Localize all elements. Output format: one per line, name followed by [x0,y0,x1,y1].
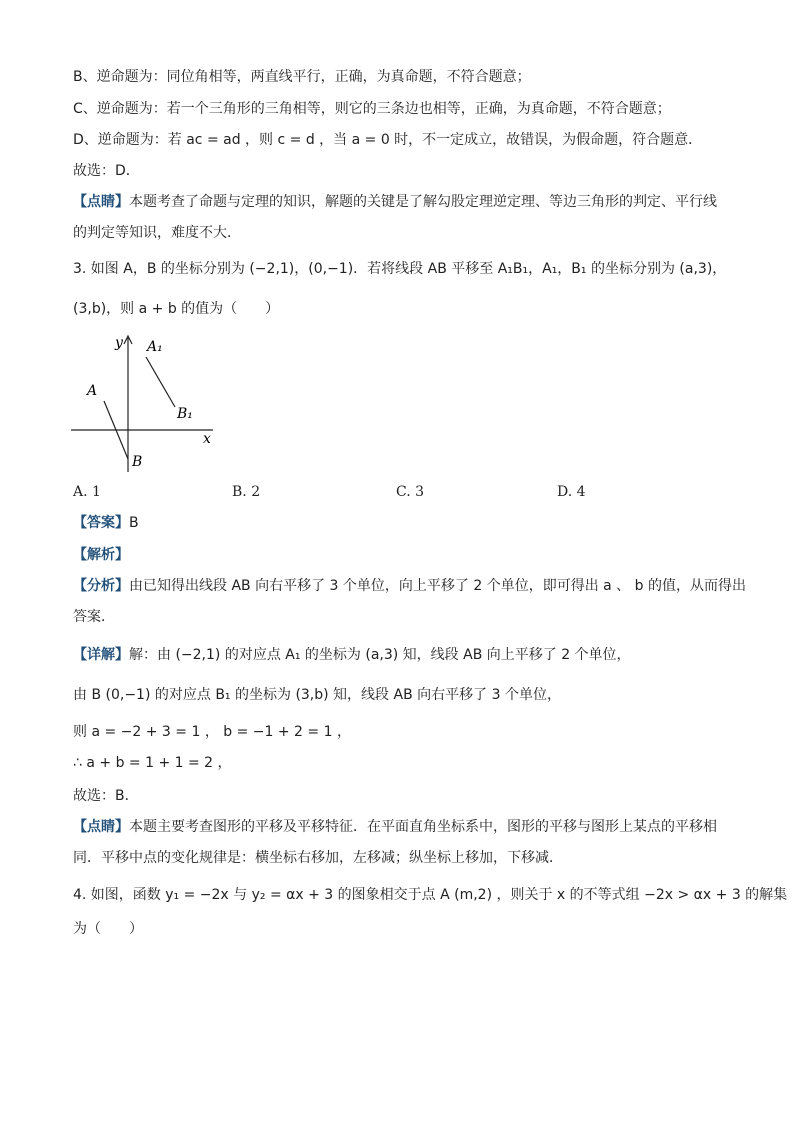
question-3-stem-2: (3,b)，则 a + b 的值为（ ） [73,301,280,317]
point-b1-label: B₁ [177,406,193,422]
comment-line-2: 的判定等知识，难度不大． [73,225,241,241]
choice-a: A. 1 [73,484,101,500]
detail-tag: 【详解】 [73,647,129,663]
question-4-stem-2: 为（ ） [73,921,143,937]
analysis-tag: 【解析】 [73,547,129,563]
y-axis-label: y [115,335,123,351]
point-line-2: 同．平移中点的变化规律是：横坐标右移加，左移减；纵坐标上移加，下移减． [73,850,563,866]
segment-a1b1 [146,357,175,407]
point-b-label: B [132,454,143,470]
point-a-label: A [87,383,98,399]
option-c-line: C、逆命题为：若一个三角形的三角相等，则它的三条边也相等，正确，为真命题，不符合题意； [73,101,671,117]
detail-line-5: 故选：B． [73,788,139,804]
point-line-1 [73,817,734,837]
point-text-1: 本题主要考查图形的平移及平移特征．在平面直角坐标系中，图形的平移与图形上某点的平移相 [129,819,717,835]
question-4-stem: 4. 如图，函数 y₁ = −2x 与 y₂ = αx + 3 的图象相交于点 A (m,2) ，则关于 x 的不等式组 −2x > αx + 3 的解集 [73,887,788,903]
choice-d: D. 4 [557,484,586,500]
coordinate-figure [65,328,225,478]
detail-line-1 [73,645,734,665]
option-d-line: D、逆命题为：若 ac = ad ，则 c = d ，当 a = 0 时，不一定成立，故错误，为假命题，符合题意． [73,132,703,148]
answer-line [73,513,734,533]
detail-text-1: 解：由 (−2,1) 的对应点 A₁ 的坐标为 (a,3) 知，线段 AB 向上平移了 2 个单位， [129,647,631,663]
detail-line-2: 由 B (0,−1) 的对应点 B₁ 的坐标为 (3,b) 知，线段 AB 向右平移了 3 个单位， [73,687,561,703]
question-3-stem: 3. 如图 A，B 的坐标分别为 (−2,1)，(0,−1)．若将线段 AB 平移至 A₁B₁，A₁，B₁ 的坐标分别为 (a,3)， [73,261,727,277]
point-a1-label: A₁ [147,339,163,355]
choice-b: B. 2 [232,484,261,500]
analysis-header [73,545,734,565]
answer-value: B [129,515,139,531]
comment-line-1 [73,192,734,212]
answer-tag: 【答案】 [73,515,129,531]
fenxi-tag: 【分析】 [73,578,129,594]
analysis-text-1: 由已知得出线段 AB 向右平移了 3 个单位，向上平移了 2 个单位，即可得出 a 、 b 的值，从而得出 [129,578,746,594]
choice-c: C. 3 [396,484,425,500]
analysis-line-1 [73,576,746,596]
x-axis-label: x [203,431,211,447]
detail-line-4: ∴ a + b = 1 + 1 = 2 ， [73,755,232,771]
comment-text-1: 本题考查了命题与定理的知识，解题的关键是了解勾股定理逆定理、等边三角形的判定、平行线 [129,194,717,210]
analysis-line-2: 答案． [73,609,115,625]
option-b-line: B、逆命题为：同位角相等，两直线平行，正确，为真命题，不符合题意； [73,69,531,85]
point-tag: 【点睛】 [73,819,129,835]
comment-tag: 【点睛】 [73,194,129,210]
choice-conclusion: 故选：D． [73,163,140,179]
detail-line-3: 则 a = −2 + 3 = 1 ， b = −1 + 2 = 1 ， [73,724,351,740]
